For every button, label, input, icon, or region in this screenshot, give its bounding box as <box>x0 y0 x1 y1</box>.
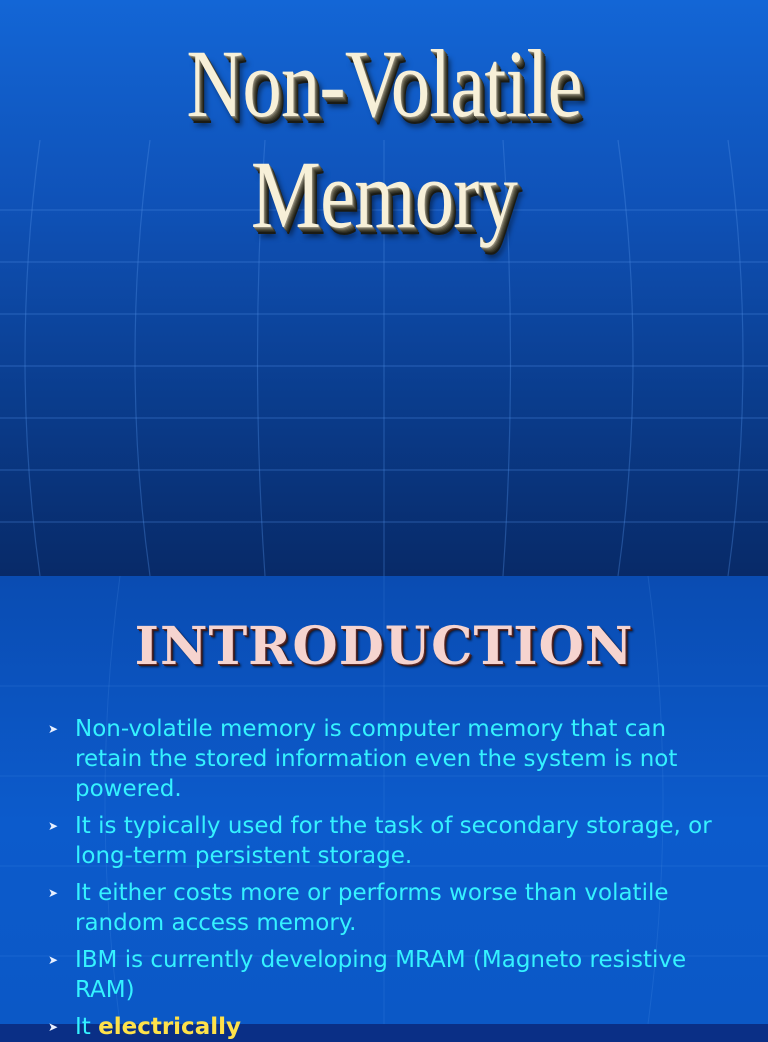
arrow-bullet-icon: ➤ <box>48 722 59 736</box>
partial-bullet-emphasis: electrically <box>98 1014 241 1040</box>
intro-heading: INTRODUCTION <box>134 616 634 677</box>
partial-list-item <box>48 1012 728 1042</box>
arrow-bullet-icon: ➤ <box>48 886 59 900</box>
bullet-list <box>48 714 728 1042</box>
intro-slide <box>0 576 768 1040</box>
arrow-bullet-icon: ➤ <box>48 819 59 833</box>
slide-title: Non-Volatile Memory <box>186 30 582 248</box>
bullet-text: IBM is currently developing MRAM (Magneto resistive RAM) <box>75 947 687 1003</box>
list-item <box>48 945 728 1005</box>
partial-bullet-text: It <box>75 1014 99 1040</box>
arrow-bullet-icon: ➤ <box>48 953 59 967</box>
list-item <box>48 714 728 804</box>
bullet-text: It is typically used for the task of secondary storage, or long-term persistent storage. <box>75 813 712 869</box>
bullet-text: Non-volatile memory is computer memory that can retain the stored information even the system is not powered. <box>75 716 678 802</box>
list-item <box>48 811 728 871</box>
bullet-text: It either costs more or performs worse than volatile random access memory. <box>75 880 669 936</box>
list-item <box>48 878 728 938</box>
arrow-bullet-icon: ➤ <box>48 1020 59 1034</box>
